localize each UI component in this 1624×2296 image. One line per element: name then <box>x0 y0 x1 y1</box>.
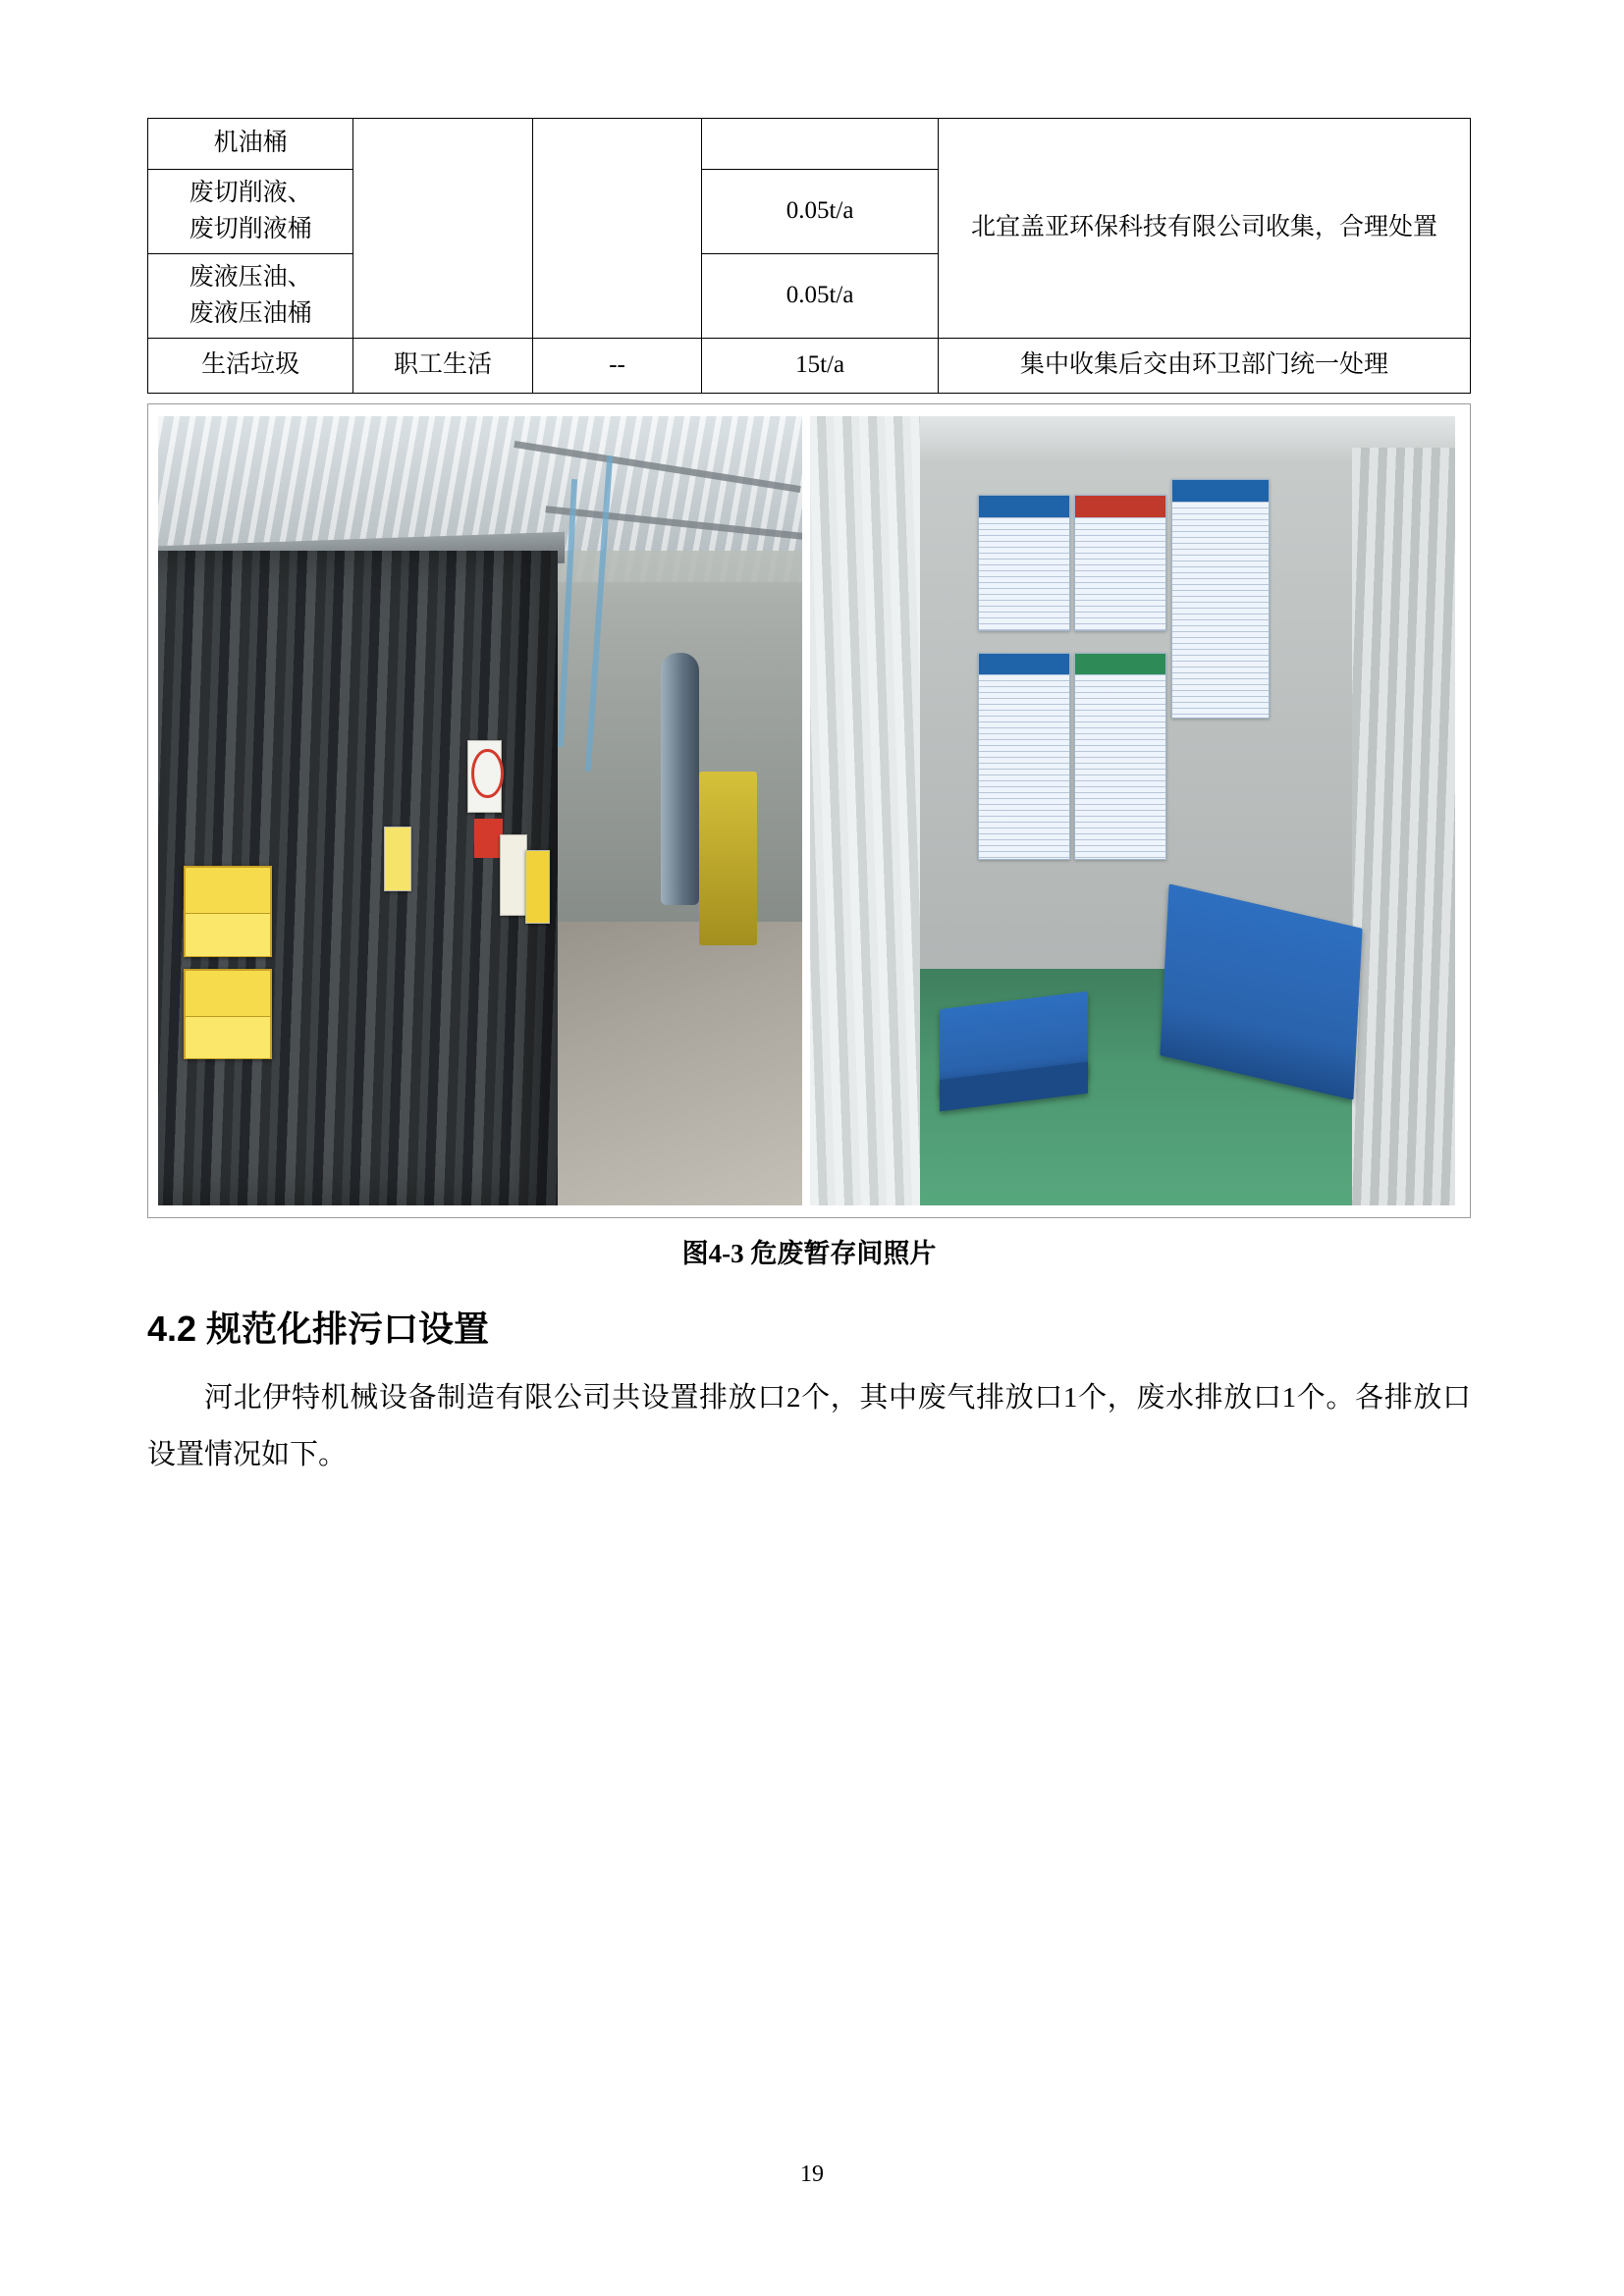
waste-name-cell: 生活垃圾 <box>148 339 353 394</box>
waste-disposal-cell: 集中收集后交由环卫部门统一处理 <box>939 339 1471 394</box>
poster-header <box>1172 480 1269 502</box>
sign-upper-panel <box>186 868 269 914</box>
waste-classification-poster <box>1074 495 1166 631</box>
sign-lower-panel <box>186 914 269 955</box>
waste-name-cell: 机油桶 <box>148 119 353 170</box>
poster-header <box>1075 654 1165 674</box>
sign-lower-panel <box>186 1017 269 1058</box>
right-sandwich-panel-wall <box>1352 448 1455 1205</box>
poster-body <box>1075 517 1165 630</box>
waste-name-line2: 废切削液桶 <box>189 215 312 242</box>
poster-header <box>979 496 1069 517</box>
sign-upper-panel <box>186 971 269 1017</box>
no-smoking-sign <box>467 740 502 813</box>
waste-form-cell <box>532 119 701 339</box>
poster-body <box>979 674 1069 859</box>
prohibition-circle-icon <box>471 749 503 797</box>
solid-waste-table <box>147 118 1471 394</box>
poster-header <box>979 654 1069 674</box>
poster-body <box>1075 674 1165 859</box>
table-row <box>148 339 1471 394</box>
waste-name-line1: 废液压油、 <box>189 264 312 292</box>
photo-frame <box>147 403 1471 1218</box>
waste-amount-cell: 0.05t/a <box>702 170 939 254</box>
operating-procedure-poster <box>1171 479 1270 718</box>
hazardous-waste-warning-sign <box>184 969 271 1059</box>
management-chart-poster <box>978 495 1070 631</box>
waste-amount-cell: 15t/a <box>702 339 939 394</box>
left-sandwich-panel-wall <box>810 416 920 1205</box>
waste-source-cell: 职工生活 <box>353 339 533 394</box>
emergency-response-poster <box>978 653 1070 860</box>
hazardous-waste-storage-sign <box>184 866 271 956</box>
air-tank <box>661 653 699 905</box>
warning-placard <box>525 850 550 923</box>
waste-disposal-cell: 北宜盖亚环保科技有限公司收集，合理处置 <box>939 119 1471 339</box>
fire-safety-label <box>474 819 504 858</box>
waste-name-cell <box>148 170 353 254</box>
waste-name-cell <box>148 254 353 339</box>
hazardous-waste-room-exterior-photo <box>158 416 802 1205</box>
waste-amount-cell: 0.05t/a <box>702 254 939 339</box>
table-row <box>148 119 1471 170</box>
page-number: 19 <box>800 2162 824 2187</box>
poster-header <box>1075 496 1165 517</box>
waste-name-line1: 废切削液、 <box>189 180 312 207</box>
waste-source-cell <box>353 119 533 339</box>
poster-body <box>1172 502 1269 717</box>
storage-rules-poster <box>1074 653 1166 860</box>
poster-body <box>979 517 1069 630</box>
section-heading: 4.2 规范化排污口设置 <box>147 1308 490 1349</box>
waste-name-line2: 废液压油桶 <box>189 299 312 327</box>
section-paragraph: 河北伊特机械设备制造有限公司共设置排放口2个，其中废气排放口1个，废水排放口1个。各排放口设置情况如下。 <box>147 1382 1471 1470</box>
waste-amount-cell <box>702 119 939 170</box>
small-yellow-label <box>384 827 411 891</box>
figure-caption: 图4-3 危废暂存间照片 <box>681 1239 937 1268</box>
waste-form-cell: -- <box>532 339 701 394</box>
hazardous-waste-room-interior-photo <box>810 416 1454 1205</box>
instruction-placard <box>500 834 527 915</box>
figure-block <box>147 403 1471 1270</box>
yellow-machine <box>699 772 757 945</box>
